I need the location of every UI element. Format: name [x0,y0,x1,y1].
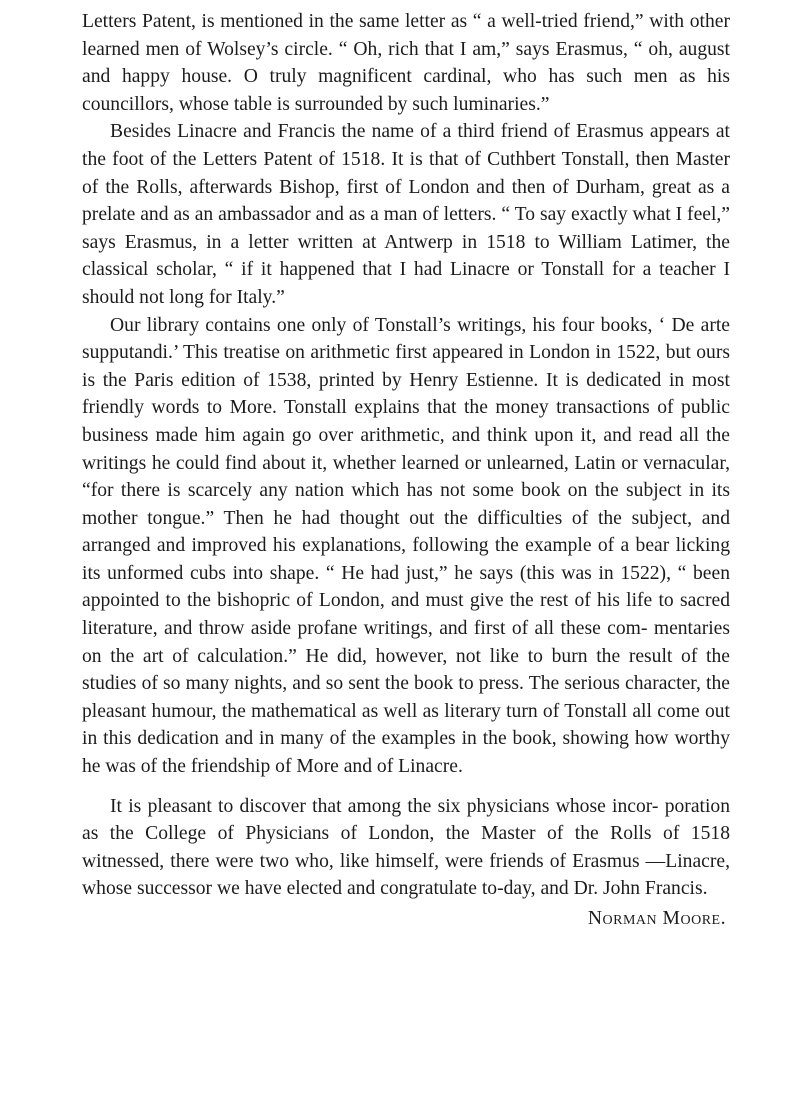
paragraph-de-arte-supputandi: Our library contains one only of Tonstall’s writings, his four books, ‘ De arte supputandi.’ This treatise on arithmetic first appeared in London in 1522, but ours is the Paris edition of 1538, printed by Henry Estienne. It is dedicated in most friendly words to More. Tonstall explains that the money transactions of public business made him again go over arithmetic, and think upon it, and read all the writings he could find about it, whether learned or unlearned, Latin or vernacular, “for there is scarcely any nation which has not some book on the subject in its mother tongue.” Then he had thought out the difficulties of the subject, and arranged and improved his explanations, following the example of a bear licking its unformed cubs into shape. “ He had just,” he says (this was in 1522), “ been appointed to the bishopric of London, and must give the rest of his life to sacred literature, and throw aside profane writings, and first of all these com- mentaries on the art of calculation.” He did, however, not like to burn the result of the studies of so many nights, and so sent the book to press. The serious character, the pleasant humour, the mathematical as well as literary turn of Tonstall all come out in this dedication and in many of the examples in the book, showing how worthy he was of the friendship of More and of Linacre. [82,314,730,778]
author-signature: Norman Moore. [587,908,726,929]
document-page [82,8,730,933]
paragraph-continuation: Letters Patent, is mentioned in the same letter as “ a well-tried friend,” with other learned men of Wolsey’s circle. “ Oh, rich that I am,” says Erasmus, “ oh, august and happy house. O truly magnificent cardinal, who has such men as his councillors, whose table is surrounded by such luminaries.” [82,11,730,115]
paragraph-college-of-physicians: It is pleasant to discover that among the six physicians whose incor- poration as the College of Physicians of London, the Master of the Rolls of 1518 witnessed, there were two who, like himself, were friends of Erasmus —Linacre, whose successor we have elected and congratulate to-day, and Dr. John Francis. [82,795,730,900]
paragraph-tonstall-intro: Besides Linacre and Francis the name of a third friend of Erasmus appears at the foot of the Letters Patent of 1518. It is that of Cuthbert Tonstall, then Master of the Rolls, afterwards Bishop, first of London and then of Durham, great as a prelate and as an ambassador and as a man of letters. “ To say exactly what I feel,” says Erasmus, in a letter written at Antwerp in 1518 to William Latimer, the classical scholar, “ if it happened that I had Linacre or Tonstall for a teacher I should not long for Italy.” [82,121,730,308]
